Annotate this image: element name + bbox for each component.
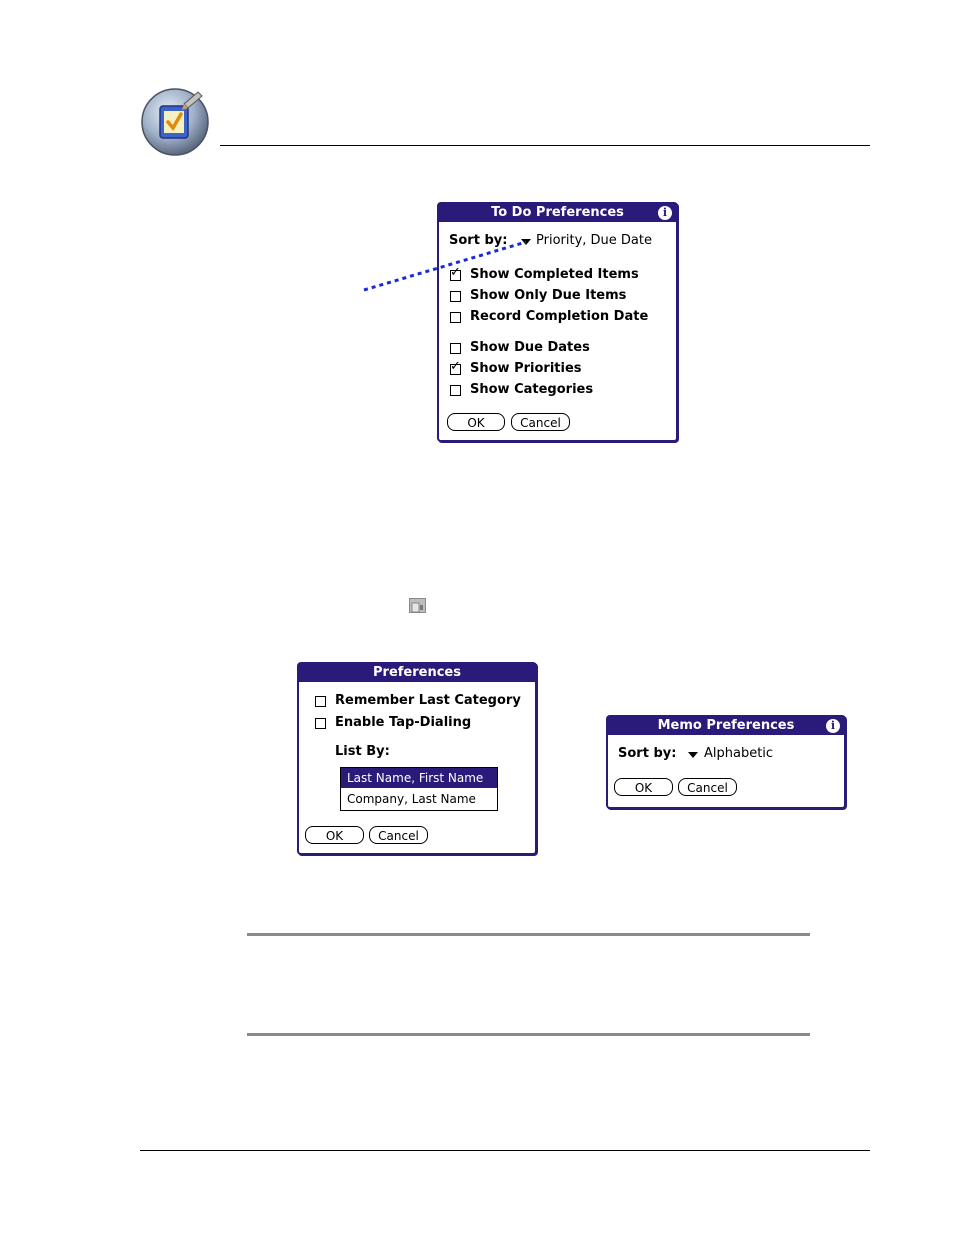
show-priorities-label: Show Priorities	[470, 361, 582, 376]
ok-button[interactable]: OK	[305, 826, 364, 844]
sort-by-value[interactable]: Priority, Due Date	[536, 233, 652, 248]
preferences-dialog	[297, 662, 537, 855]
info-icon[interactable]: i	[658, 206, 672, 220]
ok-button[interactable]: OK	[447, 413, 505, 431]
enable-tap-dialing-label: Enable Tap-Dialing	[335, 715, 472, 730]
list-option[interactable]: Last Name, First Name	[341, 768, 497, 788]
sort-by-value[interactable]: Alphabetic	[704, 746, 774, 761]
header-rule	[220, 145, 870, 146]
show-only-due-items-label: Show Only Due Items	[470, 288, 627, 303]
record-completion-date-label: Record Completion Date	[470, 309, 649, 324]
menu-icon	[409, 598, 426, 613]
note-top-rule	[247, 933, 810, 936]
footer-rule	[140, 1150, 870, 1151]
cancel-button[interactable]: Cancel	[369, 826, 428, 844]
todo-app-icon	[140, 86, 210, 156]
list-option[interactable]: Company, Last Name	[347, 792, 476, 806]
show-categories-label: Show Categories	[470, 382, 594, 397]
info-icon[interactable]: i	[826, 719, 840, 733]
record-completion-date-checkbox[interactable]	[450, 312, 461, 323]
show-completed-items-label: Show Completed Items	[470, 267, 639, 282]
ok-button[interactable]: OK	[614, 778, 673, 796]
show-due-dates-label: Show Due Dates	[470, 340, 590, 355]
list-by-label: List By:	[335, 744, 390, 759]
chevron-down-icon[interactable]	[688, 752, 698, 758]
enable-tap-dialing-checkbox[interactable]	[315, 718, 326, 729]
show-categories-checkbox[interactable]	[450, 385, 461, 396]
cancel-button[interactable]: Cancel	[678, 778, 737, 796]
sort-by-label: Sort by:	[449, 233, 508, 248]
note-bottom-rule	[247, 1033, 810, 1036]
show-due-dates-checkbox[interactable]	[450, 343, 461, 354]
dialog-title: To Do Preferences	[439, 204, 676, 222]
cancel-button[interactable]: Cancel	[511, 413, 570, 431]
sort-by-label: Sort by:	[618, 746, 677, 761]
remember-last-category-label: Remember Last Category	[335, 693, 521, 708]
callout-line	[360, 236, 530, 296]
list-by-list	[340, 767, 498, 811]
dialog-title: Memo Preferences	[608, 717, 844, 735]
remember-last-category-checkbox[interactable]	[315, 696, 326, 707]
dialog-title: Preferences	[299, 664, 535, 682]
memo-preferences-dialog	[606, 715, 846, 809]
show-priorities-checkbox[interactable]	[450, 364, 461, 375]
